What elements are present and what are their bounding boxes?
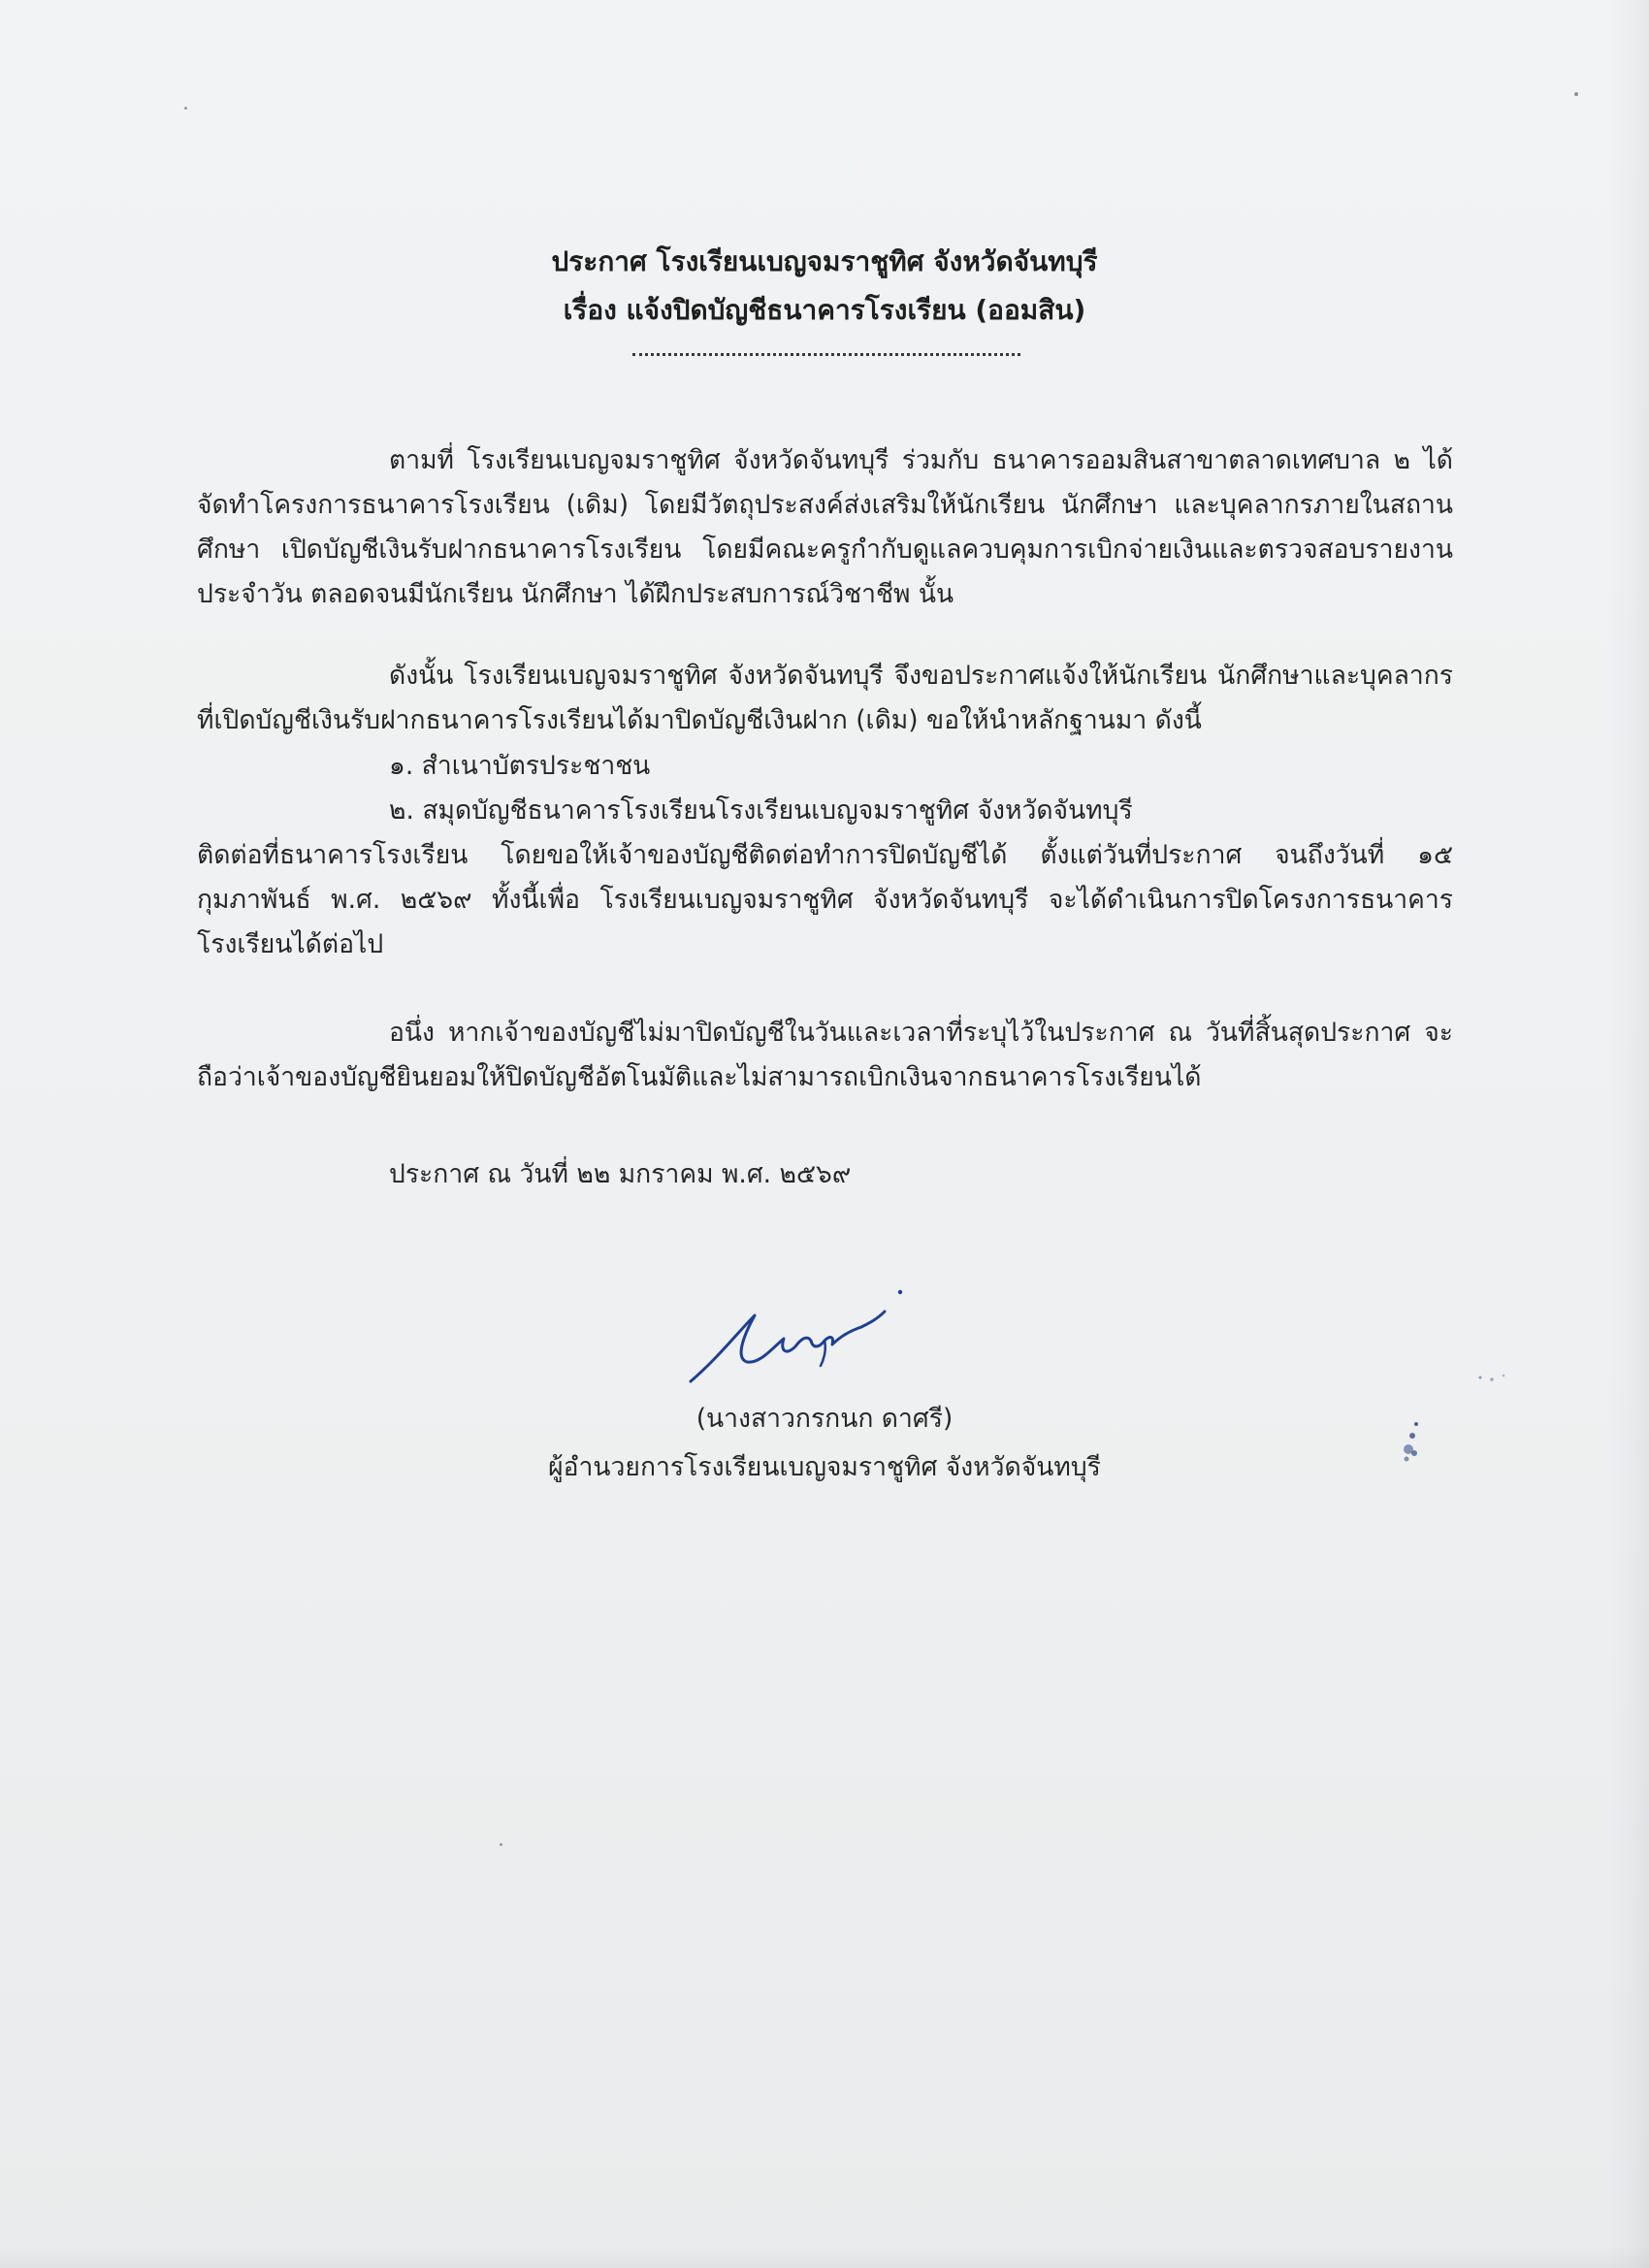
signatory-title: ผู้อำนวยการโรงเรียนเบญจมราชูทิศ จังหวัดจันทบุรี (548, 1452, 1101, 1482)
announcement-title: ประกาศ โรงเรียนเบญจมราชูทิศ จังหวัดจันทบุรี (551, 245, 1098, 277)
dotted-divider (632, 353, 1020, 356)
paragraph-contact: ติดต่อที่ธนาคารโรงเรียน โดยขอให้เจ้าของบัญชีติดต่อทำการปิดบัญชีได้ ตั้งแต่วันที่ประกาศ จนถึงวันที่ ๑๕ กุมภาพันธ์ พ.ศ. ๒๕๖๙ ทั้งนี้เพื่อ โรงเรียนเบญจมราชูทิศ จังหวัดจันทบุรี จะได้ดำเนินการปิดโครงการธนาคารโรงเรียนได้ต่อไป (197, 840, 1453, 959)
signatory-name: (นางสาวกรกนก ดาศรี) (695, 1404, 954, 1434)
handwritten-signature (679, 1280, 912, 1397)
required-document-item: ๑. สำเนาบัตรประชาชน (389, 751, 651, 781)
dust-speck (1574, 92, 1578, 96)
ink-speck (1474, 1368, 1513, 1387)
required-document-item: ๒. สมุดบัญชีธนาคารโรงเรียนโรงเรียนเบญจมราชูทิศ จังหวัดจันทบุรี (389, 795, 1133, 826)
scan-bottom-shadow (0, 2247, 1649, 2268)
ink-smudge (1397, 1416, 1426, 1474)
scan-edge-shadow (1606, 0, 1649, 2268)
paragraph-warning: อนึ่ง หากเจ้าของบัญชีไม่มาปิดบัญชีในวันและเวลาที่ระบุไว้ในประกาศ ณ วันที่สิ้นสุดประกาศ จะถือว่าเจ้าของบัญชียินยอมให้ปิดบัญชีอัตโนมัติและไม่สามารถเบิกเงินจากธนาคารโรงเรียนได้ (197, 1018, 1453, 1092)
paragraph-background: ตามที่ โรงเรียนเบญจมราชูทิศ จังหวัดจันทบุรี ร่วมกับ ธนาคารออมสินสาขาตลาดเทศบาล ๒ ได้จัดทำโครงการธนาคารโรงเรียน (เดิม) โดยมีวัตถุประสงค์ส่งเสริมให้นักเรียน นักศึกษา และบุคลากรภายในสถานศึกษา เปิดบัญชีเงินรับฝากธนาคารโรงเรียน โดยมีคณะครูกำกับดูแลควบคุมการเบิกจ่ายเงินและตรวจสอบรายงานประจำวัน ตลอดจนมีนักเรียน นักศึกษา ได้ฝึกประสบการณ์วิชาชีพ นั้น (197, 445, 1453, 609)
dust-speck (500, 1843, 502, 1846)
paragraph-request: ดังนั้น โรงเรียนเบญจมราชูทิศ จังหวัดจันทบุรี จึงขอประกาศแจ้งให้นักเรียน นักศึกษาและบุคลากรที่เปิดบัญชีเงินรับฝากธนาคารโรงเรียนได้มาปิดบัญชีเงินฝาก (เดิม) ขอให้นำหลักฐานมา ดังนี้ (197, 661, 1453, 735)
announcement-date: ประกาศ ณ วันที่ ๒๒ มกราคม พ.ศ. ๒๕๖๙ (389, 1159, 852, 1189)
announcement-subject: เรื่อง แจ้งปิดบัญชีธนาคารโรงเรียน (ออมสิน) (563, 294, 1086, 326)
dust-speck (184, 107, 187, 110)
